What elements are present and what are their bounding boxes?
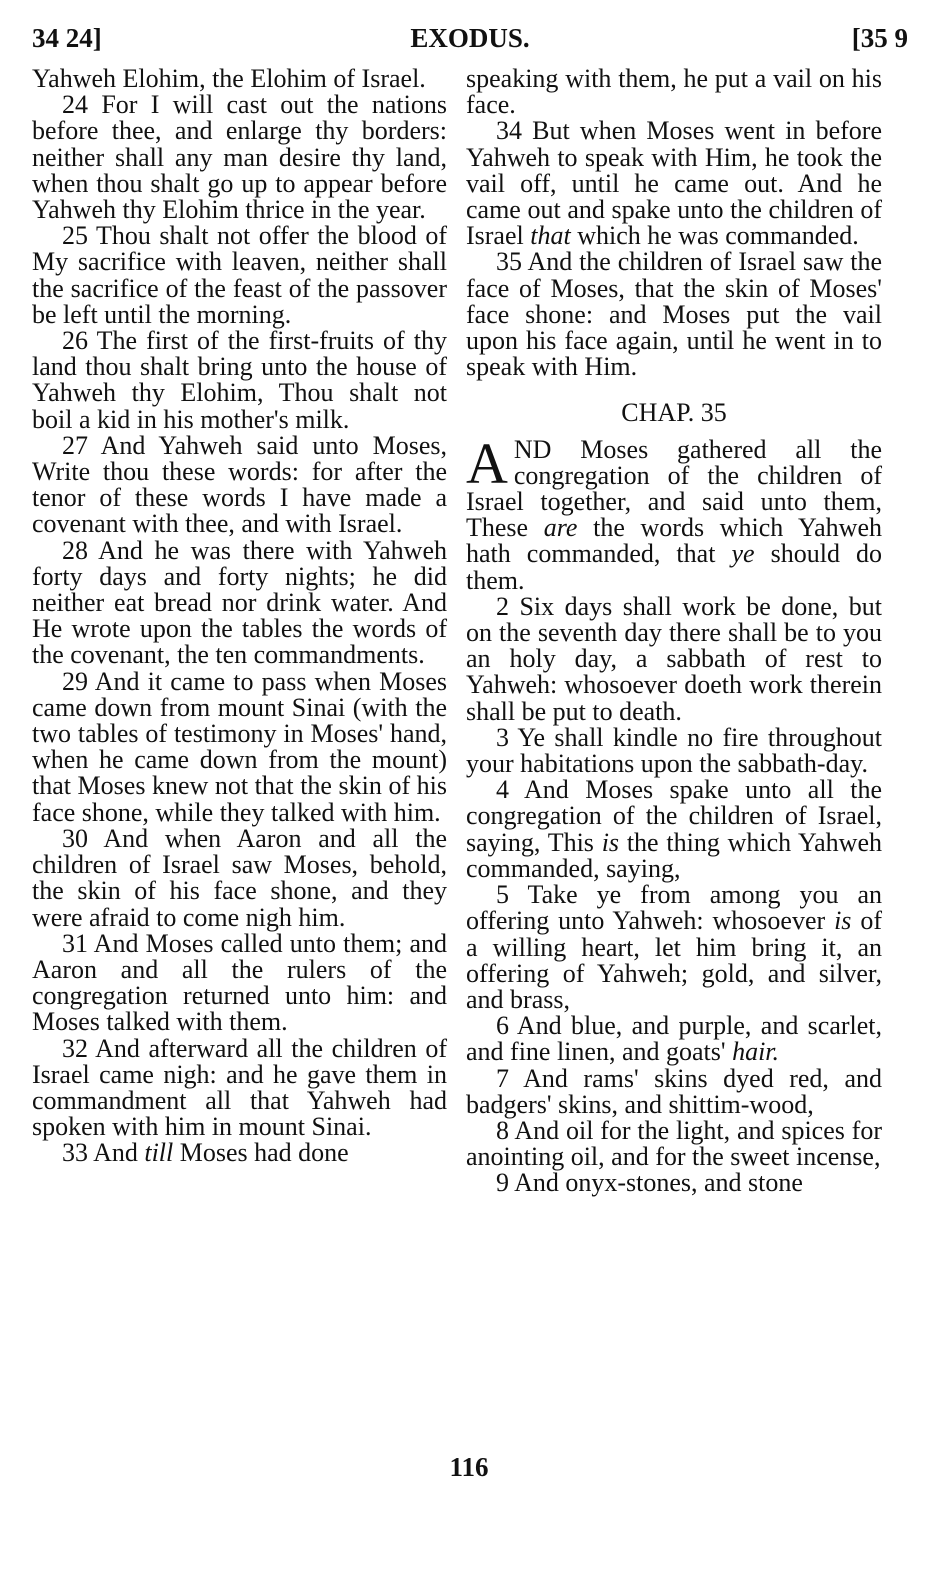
c4-italic: is [601, 827, 620, 857]
c6-text: 6 And blue, and purple, and scarlet, and fine linen, and goats' [466, 1011, 882, 1067]
verse-24: 24 For I will cast out the nations before thee, and enlarge thy borders: neither shall any man desire thy land, when thou shalt go up to appear before Yahweh thy Elohim thrice in the year. [32, 90, 447, 225]
header-verse-range-start: 34 24] [32, 23, 102, 53]
chapter-35-verse-4 [466, 777, 882, 882]
verse-29: 29 And it came to pass when Moses came down from mount Sinai (with the two tables of testimony in Moses' hand, when he came down from the mount) that Moses knew not that the skin of his face shone, while they talked with him. [32, 666, 447, 827]
c4-text: 4 And Moses spake unto all the congregation of the children of Israel, saying, This [466, 775, 882, 857]
c1-text-c: should do them. [466, 539, 882, 595]
chapter-35-verse-9: 9 And onyx-stones, and stone [496, 1168, 803, 1198]
verse-28: 28 And he was there with Yahweh forty days and forty nights; he did neither eat bread nor drink water. And He wrote upon the tables the words of the covenant, the ten commandments. [32, 535, 447, 670]
c1-italic-ye: ye [731, 539, 755, 569]
header-verse-range-end: [35 9 [851, 23, 908, 53]
verse-33-text: 33 And [62, 1138, 145, 1168]
c5-text: 5 Take ye from among you an offering unto Yahweh: whosoever [466, 880, 882, 936]
chapter-35-verse-2: 2 Six days shall work be done, but on the seventh day there shall be to you an holy day, a sabbath of rest to Yahweh: whosoever doeth work therein shall be put to death. [466, 591, 882, 726]
left-text-column [32, 66, 447, 1167]
verse-31: 31 And Moses called unto them; and Aaron and all the rulers of the congregation returned unto him: and Moses talked with them. [32, 928, 447, 1037]
verse-27: 27 And Yahweh said unto Moses, Write thou these words: for after the tenor of these words I have made a covenant with thee, and with Israel. [32, 430, 447, 539]
chapter-35-verse-7: 7 And rams' skins dyed red, and badgers' skins, and shittim-wood, [466, 1063, 882, 1119]
drop-cap: A [466, 430, 508, 496]
chapter-heading: CHAP. 35 [621, 398, 727, 428]
c5-italic: is [834, 906, 852, 936]
chapter-35-verse-8: 8 And oil for the light, and spices for anointing oil, and for the sweet incense, [466, 1115, 882, 1172]
verse-34-italic: that [530, 221, 571, 251]
verse-33-text-end: Moses had done [173, 1138, 349, 1168]
verse-25: 25 Thou shalt not offer the blood of My sacrifice with leaven, neither shall the sacrifice of the feast of the passover be left until the morning. [32, 221, 447, 329]
header-book-title: EXODUS. [410, 23, 530, 53]
verse-33-continuation: speaking with them, he put a vail on his face. [466, 64, 882, 120]
verse-33-italic: till [144, 1138, 174, 1168]
verse-32: 32 And afterward all the children of Israel came nigh: and he gave them in commandment all that Yahweh had spoken with him in mount Sinai. [32, 1033, 447, 1142]
c1-text-a: ND Moses gathered all the congregation of the children of Israel together, and said unto them, These [466, 434, 882, 543]
verse-33 [32, 1140, 447, 1166]
c4-text-end: the thing which Yahweh commanded, saying, [466, 827, 882, 883]
chapter-35-verse-5 [466, 882, 882, 1013]
page-number: 116 [449, 1452, 489, 1482]
c6-italic: hair. [732, 1037, 780, 1067]
c5-text-end: of a willing heart, let him bring it, an offering of Yahweh; gold, and silver, and brass, [466, 906, 882, 1014]
verse-30: 30 And when Aaron and all the children of Israel saw Moses, behold, the skin of his face shone, and they were afraid to come nigh him. [32, 823, 447, 932]
verse-34-text-end: which he was commanded. [570, 221, 859, 251]
right-text-column [466, 66, 882, 1197]
verse-34 [466, 118, 882, 249]
verse-continuation: Yahweh Elohim, the Elohim of Israel. [32, 64, 426, 93]
running-header [32, 20, 908, 56]
verse-26: 26 The first of the first-fruits of thy land thou shalt bring unto the house of Yahweh thy Elohim, Thou shalt not boil a kid in his mother's milk. [32, 326, 447, 434]
c1-text-b: the words which Yahweh hath commanded, that [466, 513, 882, 569]
verse-34-text: 34 But when Moses went in before Yahweh to speak with Him, he took the vail off, until he came out. And he came out and spake unto the children of Israel [466, 116, 882, 251]
chapter-35-verse-3: 3 Ye shall kindle no fire throughout your habitations upon the sabbath-day. [466, 722, 882, 779]
chapter-35-verse-6 [466, 1013, 882, 1065]
c1-italic-are: are [543, 513, 578, 543]
chapter-35-verse-1 [466, 430, 882, 595]
verse-35: 35 And the children of Israel saw the face of Moses, that the skin of Moses' face shone: and Moses put the vail upon his face again, until he went in to speak with Him. [466, 247, 882, 382]
